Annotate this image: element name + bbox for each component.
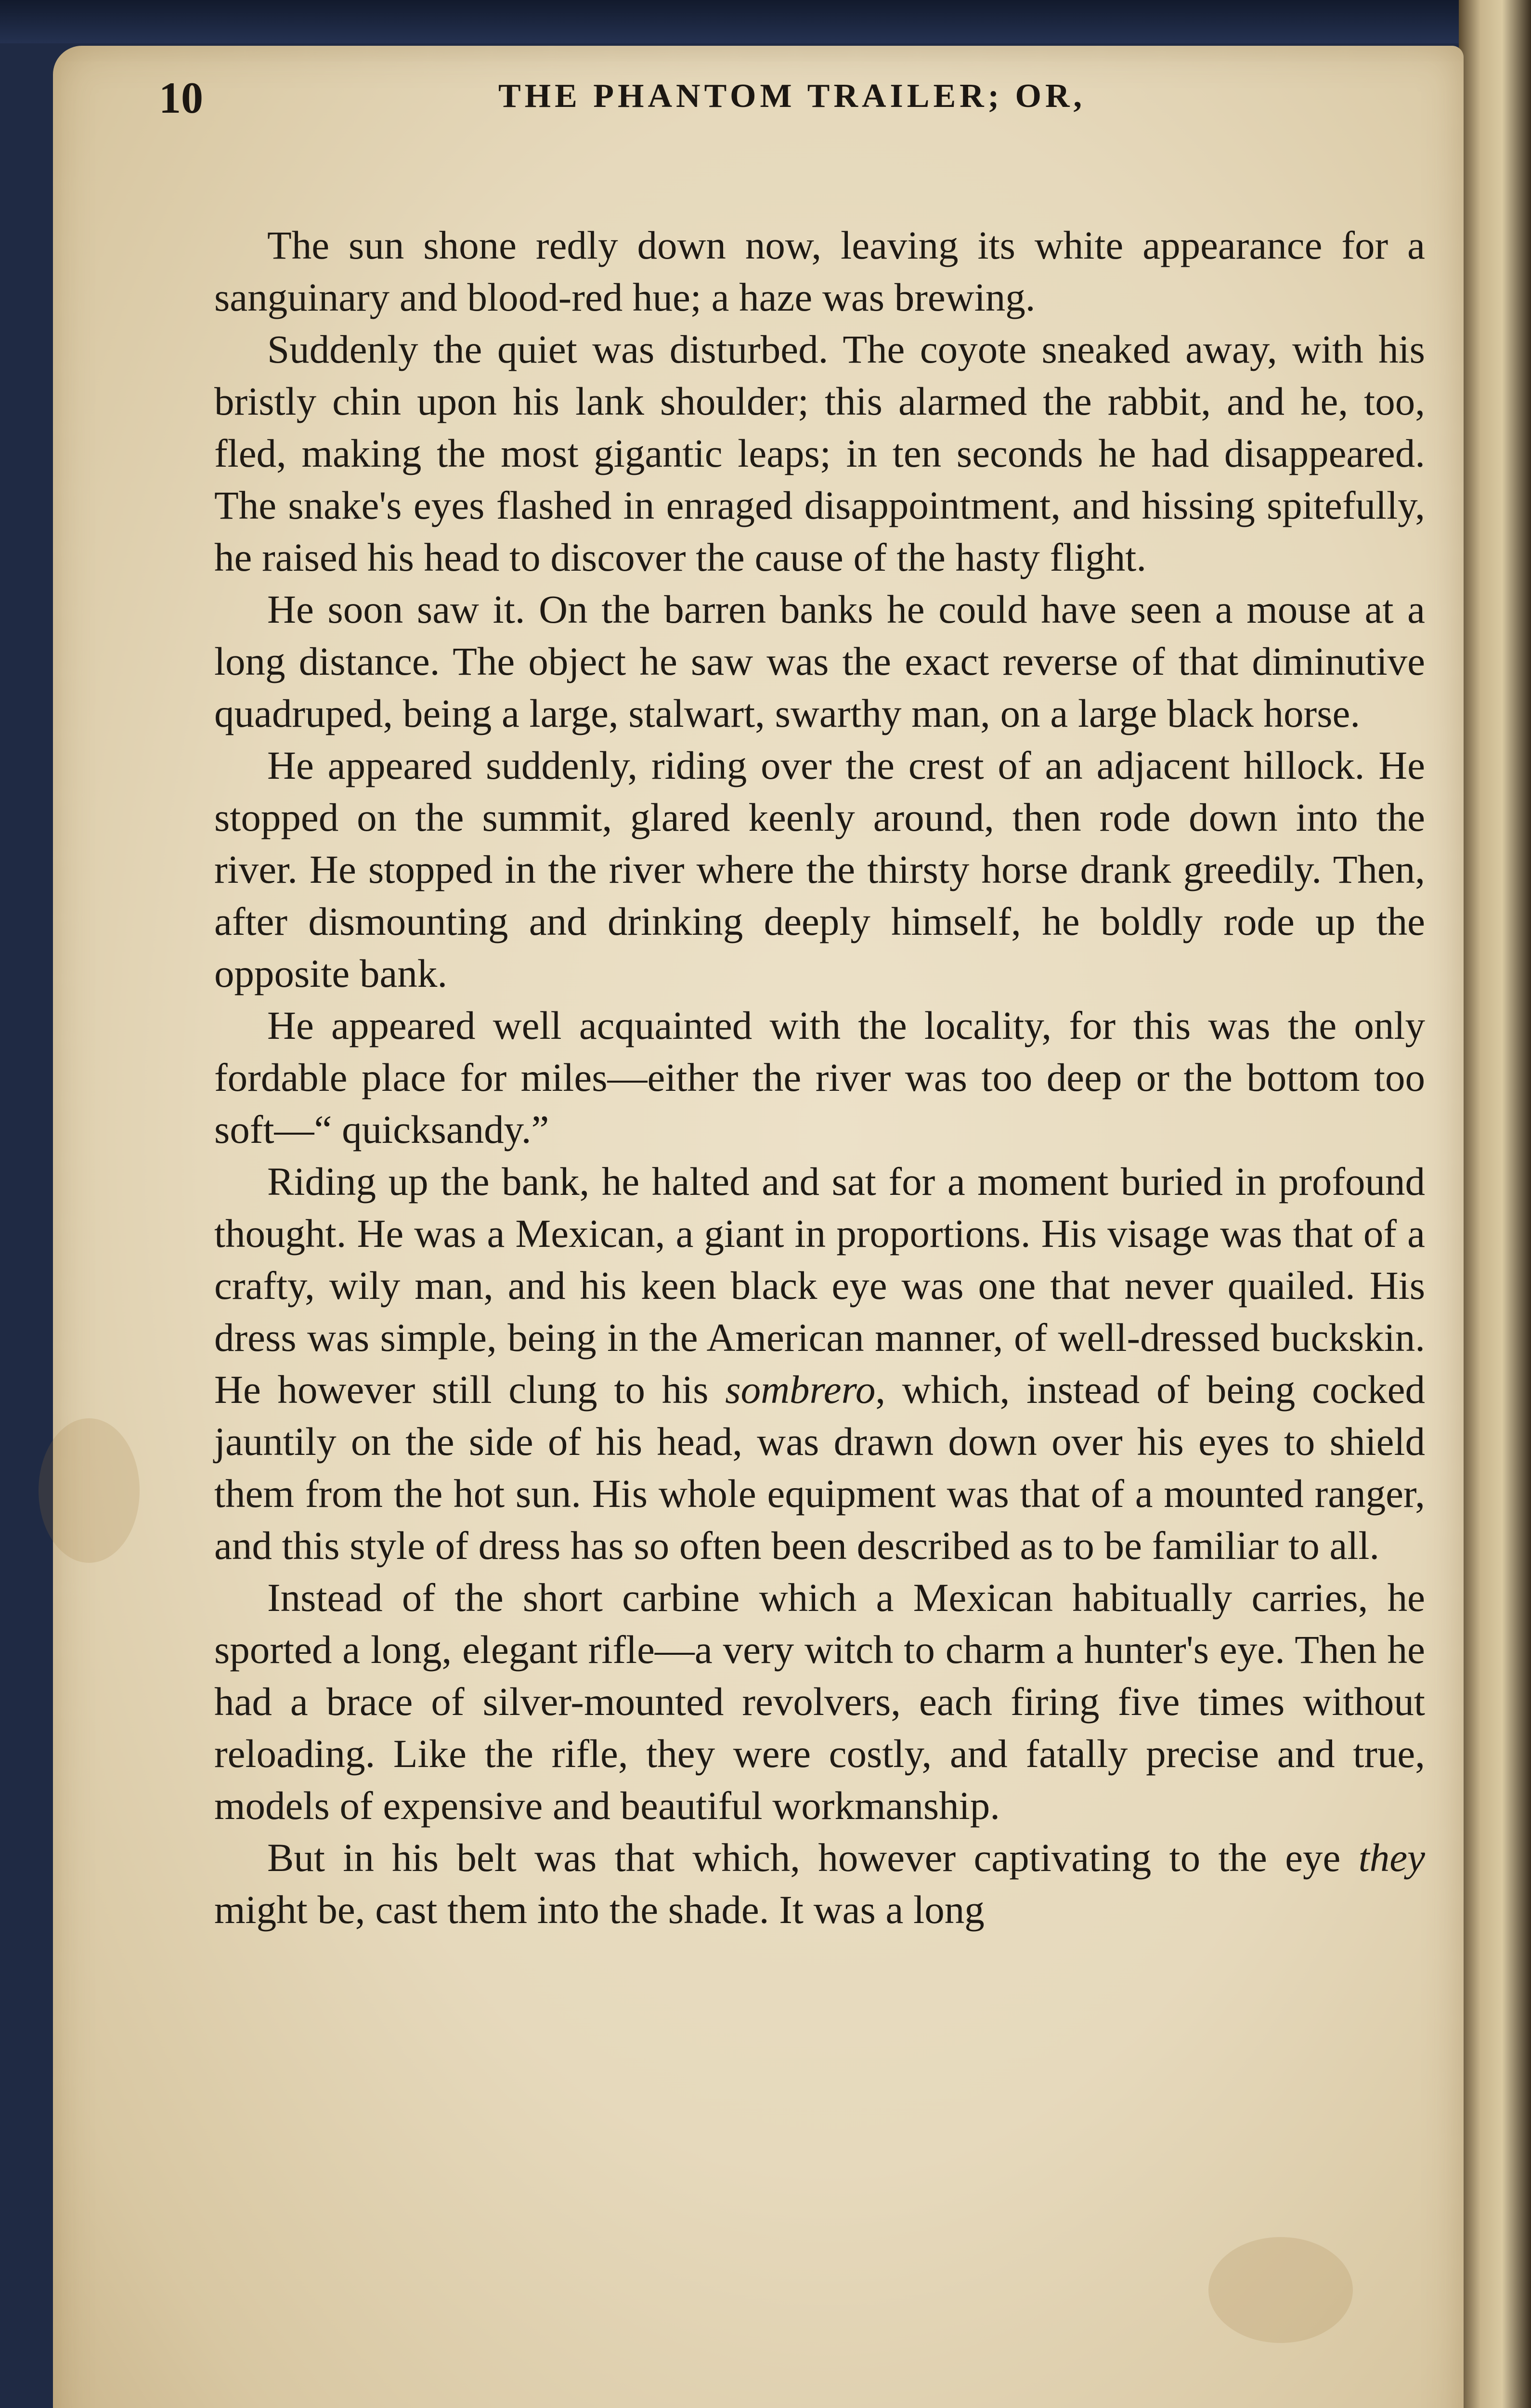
paragraph-text: might be, cast them into the shade. It was a long [214,1887,985,1932]
body-text [214,219,1425,1936]
paragraph: Instead of the short carbine which a Mexican habitually carries, he sported a long, elegant rifle—a very witch to charm a hunter's eye. Then he had a brace of silver-mounted revolvers, each firing five times without reloading. Like the rifle, they were costly, and fatally precise and true, models of expensive and beautiful workmanship. [214,1575,1425,1828]
italic-word: sombrero [725,1367,876,1412]
paper-stain [39,1418,140,1563]
running-title: THE PHANTOM TRAILER; OR, [498,78,1086,115]
paragraph: The sun shone redly down now, leaving its white appearance for a sanguinary and blood-red hue; a haze was brewing. [214,223,1425,319]
book-spine-edge [1459,0,1531,2408]
italic-word: they [1358,1835,1425,1880]
running-header [159,72,1425,130]
page-number: 10 [159,73,203,122]
paragraph-text: But in his belt was that which, however captivating to the eye [267,1835,1359,1880]
paragraph: Suddenly the quiet was disturbed. The coyote sneaked away, with his bristly chin upon his lank shoulder; this alarmed the rabbit, and he, too, fled, making the most gigantic leaps; in ten seconds he had disappeared. The snake's eyes flashed in enraged disappointment, and hissing spitefully, he raised his head to discover the cause of the hasty flight. [214,327,1425,579]
paragraph-text: Riding up the bank, he halted and sat for a moment buried in profound thought. He was a Mexican, a giant in proportions. His visage was that of a crafty, wily man, and his keen black eye was one that never quailed. His dress was simple, being in the American manner, of well-dressed buckskin. He however still clung to his [214,1159,1425,1412]
paragraph-text: , which, instead of being cocked jauntily on the side of his head, was drawn down over his eyes to shield them from the hot sun. His whole equipment was that of a mounted ranger, and this style of dress has so often been described as to be familiar to all. [214,1367,1425,1568]
paragraph: He soon saw it. On the barren banks he could have seen a mouse at a long distance. The object he saw was the exact reverse of that diminutive quadruped, being a large, stalwart, swarthy man, on a large black horse. [214,587,1425,735]
paper-stain [1208,2237,1353,2343]
paragraph [214,1832,1425,1936]
book-cover-edge [0,0,1531,43]
paragraph: He appeared suddenly, riding over the crest of an adjacent hillock. He stopped on the summit, glared keenly around, then rode down into the river. He stopped in the river where the thirsty horse drank greedily. Then, after dismounting and drinking deeply himself, he boldly rode up the opposite bank. [214,743,1425,995]
paragraph: He appeared well acquainted with the locality, for this was the only fordable place for miles—either the river was too deep or the bottom too soft—“ quicksandy.” [214,1003,1425,1152]
paragraph [214,1155,1425,1571]
